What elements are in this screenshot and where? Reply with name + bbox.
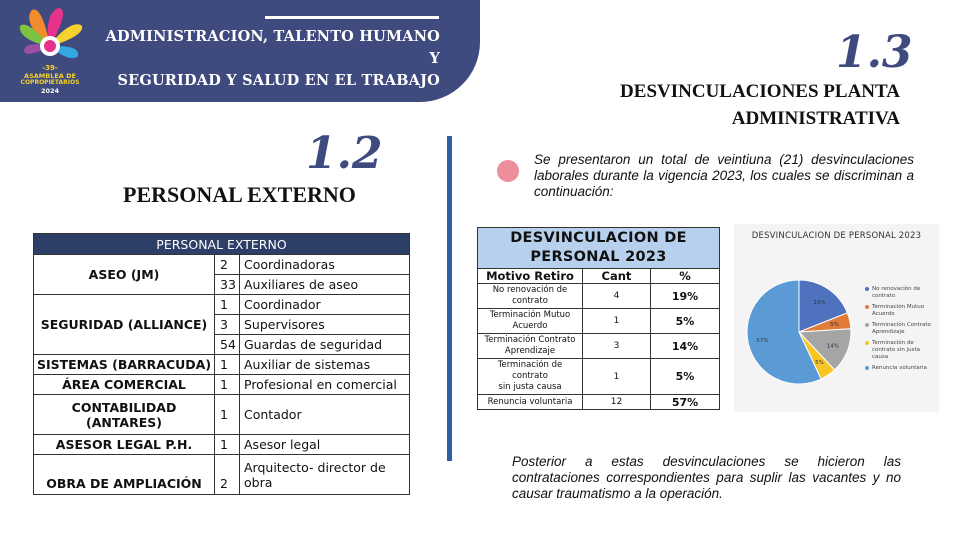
category-cell: SEGURIDAD (ALLIANCE) xyxy=(34,295,215,355)
category-cell xyxy=(34,395,215,435)
role-cell: Coordinadoras xyxy=(240,255,410,275)
legend-label: Terminación de contrato sin justa causa xyxy=(872,340,920,360)
chart-legend xyxy=(865,286,937,376)
col-cant: Cant xyxy=(583,269,651,284)
table-row xyxy=(34,435,410,455)
table-row xyxy=(34,255,410,275)
qty-cell: 1 xyxy=(215,295,240,315)
qty-cell: 1 xyxy=(215,395,240,435)
table-row xyxy=(34,455,410,495)
desv-title-line2: PERSONAL 2023 xyxy=(530,249,667,265)
legend-item xyxy=(865,322,937,336)
pct-cell: 5% xyxy=(651,309,720,334)
table-row xyxy=(478,334,720,359)
section-title-line1: DESVINCULACIONES PLANTA xyxy=(620,81,900,102)
section-title-desvinculaciones xyxy=(560,78,900,132)
chart-title: DESVINCULACION DE PERSONAL 2023 xyxy=(751,231,922,241)
table-row xyxy=(34,295,410,315)
personal-externo-table xyxy=(33,233,410,495)
motivo-line: contrato xyxy=(512,296,548,306)
legend-swatch xyxy=(865,366,869,370)
role-cell: Contador xyxy=(240,395,410,435)
qty-cell: 54 xyxy=(215,335,240,355)
motivo-line: sin justa causa xyxy=(498,382,562,392)
category-line: CONTABILIDAD xyxy=(71,399,177,415)
pie-data-label: 14% xyxy=(826,343,839,350)
motivo-line: Acuerdo xyxy=(512,321,548,331)
motivo-cell xyxy=(478,284,583,309)
qty-cell: 2 xyxy=(215,255,240,275)
desv-title-line1: DESVINCULACION DE xyxy=(510,230,687,246)
cant-cell: 1 xyxy=(583,359,651,395)
cant-cell: 1 xyxy=(583,309,651,334)
role-cell xyxy=(240,455,410,495)
table-row xyxy=(478,395,720,410)
pie-data-label: 19% xyxy=(813,299,826,306)
pct-cell: 57% xyxy=(651,395,720,410)
logo-line1: ASAMBLEA DE xyxy=(24,72,76,80)
table-header: PERSONAL EXTERNO xyxy=(34,234,410,255)
pie-chart xyxy=(734,224,939,412)
role-cell: Auxiliares de aseo xyxy=(240,275,410,295)
motivo-line: Terminación Mutuo xyxy=(489,310,571,320)
table-row xyxy=(34,355,410,375)
pct-cell: 5% xyxy=(651,359,720,395)
legend-swatch xyxy=(865,305,869,309)
flower-logo-icon xyxy=(14,6,86,70)
role-line: Arquitecto- director de xyxy=(244,459,386,475)
qty-cell: 1 xyxy=(215,355,240,375)
category-cell: OBRA DE AMPLIACIÓN xyxy=(34,455,215,495)
role-cell: Asesor legal xyxy=(240,435,410,455)
pct-cell: 19% xyxy=(651,284,720,309)
legend-label: Terminación Contrato Aprendizaje xyxy=(872,322,931,335)
desvinculacion-table xyxy=(477,227,720,410)
legend-item xyxy=(865,286,937,300)
role-cell: Guardas de seguridad xyxy=(240,335,410,355)
bullet-dot xyxy=(497,160,519,182)
closing-paragraph: Posterior a estas desvinculaciones se hicieron las contrataciones correspondientes para suplir las vacantes y no causar traumatismo a la operación. xyxy=(512,454,901,501)
table-row xyxy=(478,309,720,334)
legend-label: Renuncia voluntaria xyxy=(872,365,927,371)
role-cell: Coordinador xyxy=(240,295,410,315)
logo xyxy=(14,6,86,100)
header-banner xyxy=(0,0,480,102)
motivo-line: Terminación Contrato xyxy=(484,335,576,345)
table-row xyxy=(34,395,410,435)
cant-cell: 3 xyxy=(583,334,651,359)
section-divider xyxy=(447,136,452,461)
qty-cell: 33 xyxy=(215,275,240,295)
motivo-cell: Renuncia voluntaria xyxy=(478,395,583,410)
role-cell: Profesional en comercial xyxy=(240,375,410,395)
header-title xyxy=(90,26,440,92)
table-row xyxy=(478,359,720,395)
qty-cell: 2 xyxy=(215,455,240,495)
desv-table-title xyxy=(478,228,720,269)
table-row xyxy=(478,284,720,309)
category-cell: ASESOR LEGAL P.H. xyxy=(34,435,215,455)
qty-cell: 3 xyxy=(215,315,240,335)
category-cell: ASEO (JM) xyxy=(34,255,215,295)
logo-year: 2024 xyxy=(40,87,60,95)
table-row xyxy=(34,375,410,395)
legend-swatch xyxy=(865,341,869,345)
legend-item xyxy=(865,340,937,361)
legend-swatch xyxy=(865,323,869,327)
pie-data-label: 5% xyxy=(815,360,824,367)
motivo-cell xyxy=(478,334,583,359)
header-title-line2: SEGURIDAD Y SALUD EN EL TRABAJO xyxy=(117,72,440,89)
motivo-line: Terminación de contrato xyxy=(497,360,563,381)
section-number-1-3: 1.3 xyxy=(836,27,913,78)
cant-cell: 12 xyxy=(583,395,651,410)
role-cell: Auxiliar de sistemas xyxy=(240,355,410,375)
cant-cell: 4 xyxy=(583,284,651,309)
legend-item xyxy=(865,365,937,372)
category-cell: ÁREA COMERCIAL xyxy=(34,375,215,395)
col-pct: % xyxy=(651,269,720,284)
logo-line2: COPROPIETARIOS xyxy=(20,79,80,86)
motivo-cell xyxy=(478,309,583,334)
legend-label: No renovación de contrato xyxy=(872,286,921,299)
qty-cell: 1 xyxy=(215,375,240,395)
section-title-line2: ADMINISTRATIVA xyxy=(731,108,900,129)
pct-cell: 14% xyxy=(651,334,720,359)
pie-svg xyxy=(734,254,864,404)
pie-data-label: 5% xyxy=(830,322,839,329)
motivo-line: No renovación de xyxy=(492,285,568,295)
logo-number: -39- xyxy=(42,64,58,72)
category-line: (ANTARES) xyxy=(86,414,162,430)
section-title-personal-externo: PERSONAL EXTERNO xyxy=(123,182,356,207)
legend-item xyxy=(865,304,937,318)
role-line: obra xyxy=(244,474,273,490)
motivo-line: Aprendizaje xyxy=(504,346,556,356)
pie-data-label: 57% xyxy=(756,338,769,345)
legend-label: Terminación Mutuo Acuerdo xyxy=(872,304,925,317)
col-motivo: Motivo Retiro xyxy=(478,269,583,284)
qty-cell: 1 xyxy=(215,435,240,455)
desv-header-row xyxy=(478,269,720,284)
category-cell: SISTEMAS (BARRACUDA) xyxy=(34,355,215,375)
legend-swatch xyxy=(865,287,869,291)
section-number-1-2: 1.2 xyxy=(306,128,383,179)
role-cell: Supervisores xyxy=(240,315,410,335)
motivo-cell xyxy=(478,359,583,395)
header-title-line1: ADMINISTRACION, TALENTO HUMANO Y xyxy=(105,28,440,67)
banner-rule xyxy=(265,16,439,19)
intro-paragraph: Se presentaron un total de veintiuna (21) desvinculaciones laborales durante la vigencia 2023, los cuales se discriminan a continuación: xyxy=(534,152,914,199)
